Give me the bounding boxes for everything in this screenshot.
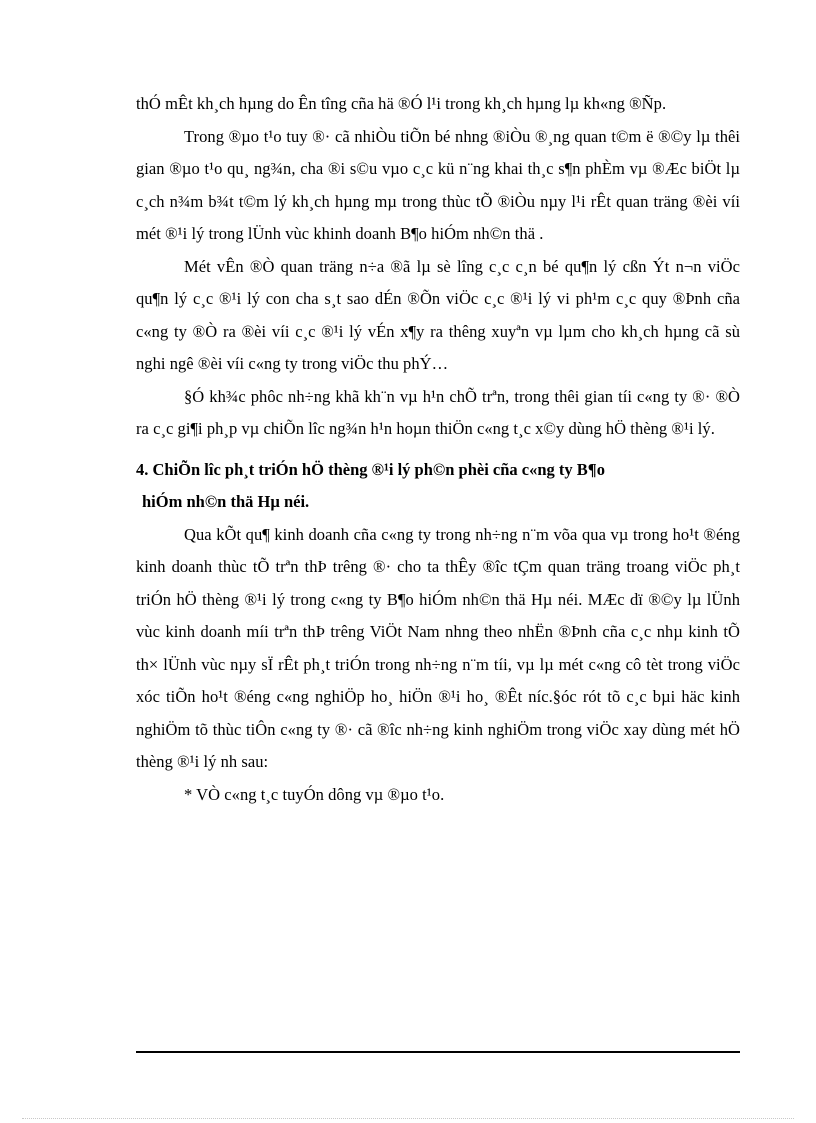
page-edge-line	[22, 1118, 794, 1119]
section-heading	[136, 454, 740, 519]
paragraph-bullet-recruitment: * VÒ c«ng t¸c tuyÓn dông vµ ®µo t¹o.	[184, 784, 445, 804]
paragraph-continuation: thÓ mÊt kh¸ch hµng do Ên tîng cña hä ®Ó l¹i trong kh¸ch hµng lµ kh«ng ®Ñp.	[136, 94, 667, 113]
footer-rule	[136, 1051, 740, 1053]
section-heading-line2: hiÓm nh©n thä Hµ néi.	[142, 492, 310, 511]
paragraph-training: Trong ®µo t¹o tuy ®· cã nhiÒu tiÕn bé nhng ®iÒu ®¸ng quan t©m ë ®©y lµ thêi gian ®µo t¹o qu¸ ng¾n, cha ®i s©u vµo c¸c kü n¨ng khai th¸c s¶n phÈm vµ ®Æc biÖt lµ c¸ch n¾m b¾t t©m lý kh¸ch hµng mµ trong thùc tÕ ®iÒu nµy l¹i rÊt quan träng ®èi víi mét ®¹i lý trong lÜnh vùc khinh doanh B¶o hiÓm nh©n thä .	[136, 126, 740, 243]
section-heading-line1: 4. ChiÕn lîc ph¸t triÓn hÖ thèng ®¹i lý ph©n phèi cña c«ng ty B¶o	[136, 459, 605, 479]
paragraph-solutions: §Ó kh¾c phôc nh÷ng khã kh¨n vµ h¹n chÕ trªn, trong thêi gian tíi c«ng ty ®· ®Ò ra c¸c gi¶i ph¸p vµ chiÕn lîc ng¾n h¹n hoµn thiÖn c«ng t¸c x©y dùng hÖ thèng ®¹i lý.	[136, 386, 740, 438]
paragraph-strategy: Qua kÕt qu¶ kinh doanh cña c«ng ty trong nh÷ng n¨m võa qua vµ trong ho¹t ®éng kinh doanh thùc tÕ trªn thÞ trêng ®· cho ta thÊy ®îc tÇm quan träng troang viÖc ph¸t triÓn hÖ thèng ®¹i lý trong c«ng ty B¶o hiÓm nh©n thä Hµ néi. MÆc dï ®©y lµ lÜnh vùc kinh doanh míi trªn thÞ trêng ViÖt Nam nhng theo nhËn ®Þnh cña c¸c nhµ kinh tÕ th× lÜnh vùc nµy sÏ rÊt ph¸t triÓn trong nh÷ng n¨m tíi, vµ lµ mét c«ng cô tèt trong viÖc xóc tiÕn ho¹t ®éng c«ng nghiÖp ho¸ hiÖn ®¹i ho¸ ®Êt níc.§óc rót tõ c¸c bµi häc kinh nghiÖm tõ thùc tiÔn c«ng ty ®· cã ®îc nh÷ng kinh nghiÖm trong viÖc xay dùng mét hÖ thèng ®¹i lý nh sau:	[136, 524, 740, 771]
document-body	[136, 88, 740, 811]
paragraph-management: Mét vÊn ®Ò quan träng n÷a ®ã lµ sè lîng c¸c c¸n bé qu¶n lý cßn Ýt n¬n viÖc qu¶n lý c¸c ®¹i lý con cha s¸t sao dÉn ®Õn viÖc c¸c ®¹i lý vi ph¹m c¸c quy ®Þnh cña c«ng ty ®Ò ra ®èi víi c¸c ®¹i lý vÉn x¶y ra thêng xuyªn vµ lµm cho kh¸ch hµng cã sù nghi ngê ®èi víi c«ng ty trong viÖc thu phÝ…	[136, 256, 740, 373]
